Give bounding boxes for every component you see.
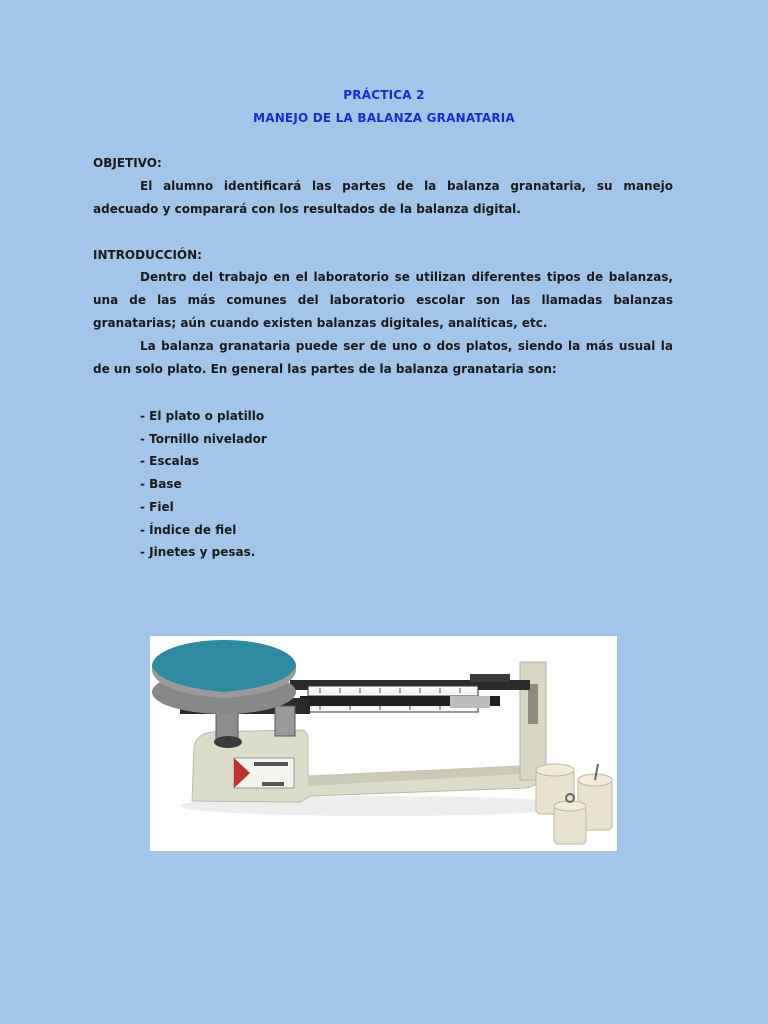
objective-text: El alumno identificará las partes de la balanza granataria, su manejo adecuado y comparará con los resultados de la balanza digital.: [93, 179, 673, 216]
balance-parts-list: [140, 405, 267, 564]
list-item: - Base: [140, 477, 182, 492]
list-item: - Escalas: [140, 454, 200, 469]
list-item: - Tornillo nivelador: [140, 431, 267, 446]
introduction-paragraph-2: La balanza granataria puede ser de uno o dos platos, siendo la más usual la de un solo plato. En general las partes de la balanza granataria son:: [93, 339, 673, 376]
list-item: - Índice de fiel: [140, 522, 237, 537]
practice-title: MANEJO DE LA BALANZA GRANATARIA: [253, 111, 515, 125]
triple-beam-balance-image: [150, 636, 617, 851]
balance-illustration: [150, 636, 617, 851]
list-item: - Jinetes y pesas.: [140, 545, 256, 560]
practice-number: PRÁCTICA 2: [343, 88, 425, 102]
introduction-paragraph-1: Dentro del trabajo en el laboratorio se utilizan diferentes tipos de balanzas, una de las más comunes del laboratorio escolar son las llamadas balanzas granatarias; aún cuando existen balanzas digitales, analíticas, etc.: [93, 270, 673, 330]
objective-heading: OBJETIVO:: [93, 156, 162, 170]
introduction-heading: INTRODUCCIÓN:: [93, 248, 202, 262]
list-item: - Fiel: [140, 499, 174, 514]
list-item: - El plato o platillo: [140, 409, 265, 423]
